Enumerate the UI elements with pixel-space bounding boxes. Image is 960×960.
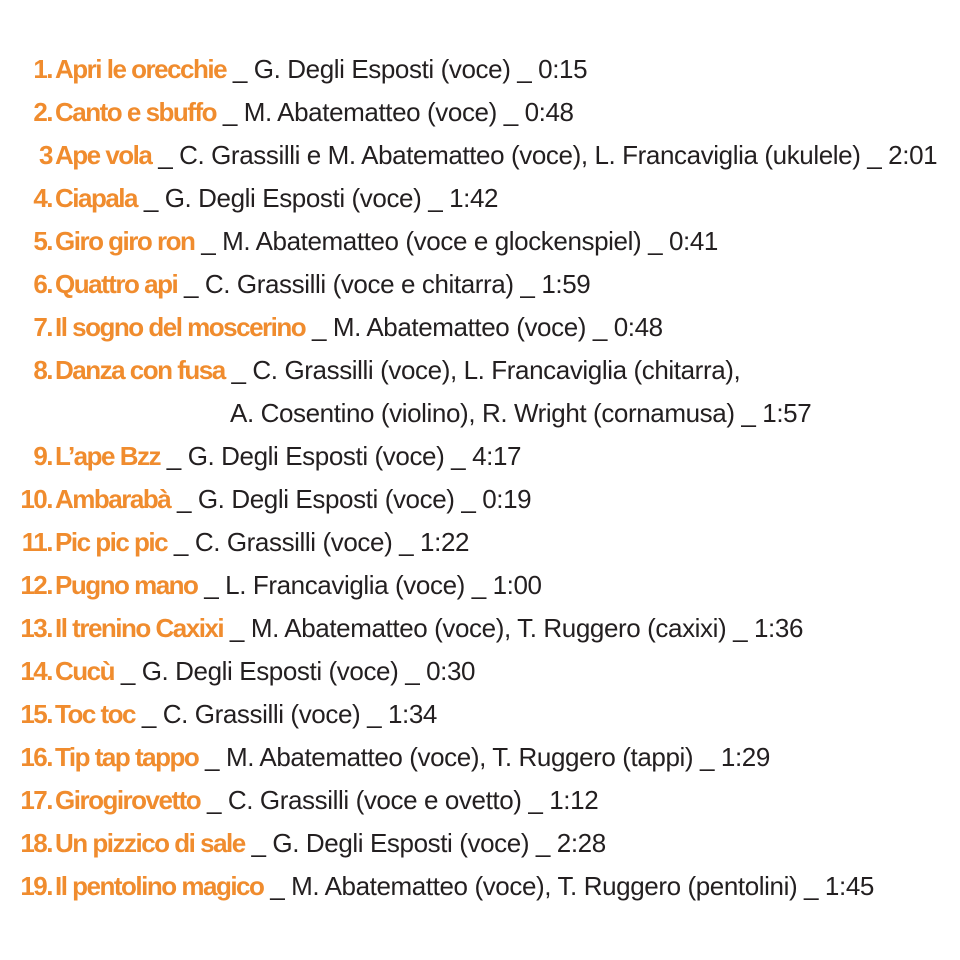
track-title: Cucù: [55, 656, 114, 686]
track-line: [55, 693, 437, 736]
track-line: [55, 91, 574, 134]
track-credits: _ C. Grassilli (voce), L. Francaviglia (chitarra),: [224, 355, 741, 385]
track-number: 19.: [20, 871, 52, 901]
track-number: 13.: [20, 613, 52, 643]
track-credits: _ M. Abatematteo (voce), T. Ruggero (caxixi) _ 1:36: [223, 613, 804, 643]
track-title: Pugno mano: [55, 570, 198, 600]
track-number: 2.: [33, 97, 52, 127]
track-item: [0, 220, 960, 263]
track-line: [55, 736, 770, 779]
track-number: 16.: [20, 742, 52, 772]
track-item: [0, 435, 960, 478]
track-title: Giro giro ron: [55, 226, 195, 256]
track-line: [55, 779, 598, 822]
track-item: [0, 48, 960, 91]
track-title: Il trenino Caxixi: [55, 613, 224, 643]
track-line: [55, 220, 718, 263]
track-title: Ambarabà: [55, 484, 171, 514]
track-number: 11.: [21, 527, 52, 557]
track-line: [55, 134, 937, 177]
track-number: 7.: [33, 312, 52, 342]
track-number: 4.: [33, 183, 52, 213]
track-item: [0, 263, 960, 306]
track-title: Un pizzico di sale: [55, 828, 245, 858]
track-title: Il pentolino magico: [55, 871, 264, 901]
track-credits: _ G. Degli Esposti (voce) _ 0:19: [170, 484, 532, 514]
track-line: [55, 306, 663, 349]
track-number: 17.: [20, 785, 52, 815]
track-item: [0, 650, 960, 693]
track-title: Pic pic pic: [55, 527, 168, 557]
track-number: 14.: [20, 656, 52, 686]
track-number: 3: [39, 140, 52, 170]
track-title: Girogirovetto: [55, 785, 201, 815]
track-item: [0, 865, 960, 908]
track-line: [55, 521, 469, 564]
track-credits: _ C. Grassilli (voce) _ 1:22: [167, 527, 470, 557]
track-credits: _ G. Degli Esposti (voce) _ 0:30: [114, 656, 476, 686]
track-credits: _ C. Grassilli (voce e chitarra) _ 1:59: [177, 269, 591, 299]
track-line: [55, 607, 803, 650]
track-item: [0, 693, 960, 736]
track-item: [0, 521, 960, 564]
track-credits: _ C. Grassilli (voce) _ 1:34: [135, 699, 437, 729]
track-number: 8.: [33, 355, 52, 385]
track-number: 18.: [20, 828, 52, 858]
track-line: [55, 478, 531, 521]
track-item: [0, 134, 960, 177]
track-item: [0, 736, 960, 779]
track-item: [0, 822, 960, 865]
track-item: [0, 607, 960, 650]
track-title: Canto e sbuffo: [55, 97, 216, 127]
track-title: Apri le orecchie: [55, 54, 227, 84]
track-item: [0, 349, 960, 392]
track-number: 15.: [20, 699, 52, 729]
track-line: [55, 435, 521, 478]
track-line: [55, 177, 498, 220]
track-item: [0, 779, 960, 822]
track-credits: _ L. Francaviglia (voce) _ 1:00: [197, 570, 542, 600]
track-item: [0, 478, 960, 521]
track-number: 10.: [20, 484, 52, 514]
track-line: [55, 349, 740, 392]
track-credits: _ M. Abatematteo (voce), T. Ruggero (pentolini) _ 1:45: [263, 871, 874, 901]
track-title: Danza con fusa: [55, 355, 225, 385]
track-list: [0, 48, 960, 908]
track-credits: _ G. Degli Esposti (voce) _ 1:42: [137, 183, 499, 213]
track-credits: _ C. Grassilli (voce e ovetto) _ 1:12: [200, 785, 599, 815]
track-item: [0, 91, 960, 134]
track-credits-continuation: [0, 392, 960, 435]
track-title: Quattro api: [55, 269, 178, 299]
track-credits: _ M. Abatematteo (voce) _ 0:48: [216, 97, 574, 127]
track-credits: _ G. Degli Esposti (voce) _ 0:15: [226, 54, 588, 84]
track-line: [55, 650, 475, 693]
track-title: L’ape Bzz: [55, 441, 160, 471]
track-title: Ciapala: [55, 183, 137, 213]
track-line: [55, 263, 590, 306]
track-line: [55, 564, 542, 607]
track-item: [0, 177, 960, 220]
track-line: [55, 865, 874, 908]
track-number: 9.: [33, 441, 52, 471]
track-title: Ape vola: [55, 140, 152, 170]
track-credits: _ G. Degli Esposti (voce) _ 4:17: [159, 441, 522, 471]
track-number: 12.: [20, 570, 52, 600]
track-credits: _ M. Abatematteo (voce) _ 0:48: [305, 312, 663, 342]
track-item: [0, 564, 960, 607]
track-line: [55, 48, 587, 91]
track-line: [55, 822, 606, 865]
track-credits: _ M. Abatematteo (voce), T. Ruggero (tappi) _ 1:29: [198, 742, 770, 772]
track-title: Toc toc: [55, 699, 136, 729]
track-title: Il sogno del moscerino: [55, 312, 306, 342]
track-credits: _ G. Degli Esposti (voce) _ 2:28: [244, 828, 606, 858]
track-credits: _ M. Abatematteo (voce e glockenspiel) _ 0:41: [194, 226, 718, 256]
track-credits: A. Cosentino (violino), R. Wright (cornamusa) _ 1:57: [230, 398, 812, 428]
track-number: 6.: [33, 269, 52, 299]
track-number: 1.: [33, 54, 52, 84]
track-item: [0, 306, 960, 349]
track-title: Tip tap tappo: [55, 742, 199, 772]
track-credits: _ C. Grassilli e M. Abatematteo (voce), L. Francaviglia (ukulele) _ 2:01: [151, 140, 938, 170]
track-number: 5.: [33, 226, 52, 256]
